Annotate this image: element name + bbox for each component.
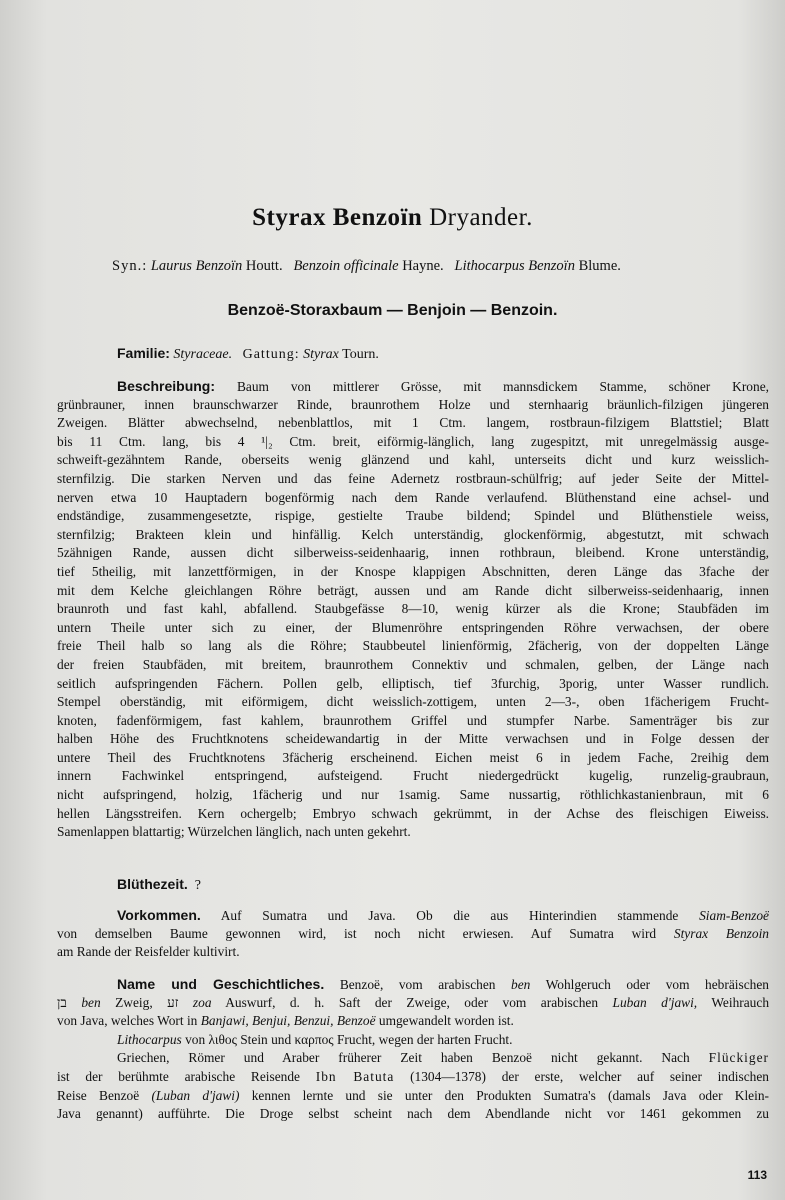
description-line: Samenlappen blattartig; Würzelchen länglich, nach unten gekehrt. [57,824,411,840]
description-line: sternfilzig. Die starken Nerven und das feine Adernetz rostbraun-schülfrig; auf jeder Seite der Mittel- [57,470,769,486]
history-line: Java genannt) aufführte. Die Droge selbst scheint nach dem Abendlande nicht vor 1461 gekommen zu [57,1106,769,1122]
occurrence-line: von demselben Baume gewonnen wird, ist noch nicht erwiesen. Auf Sumatra wird Styrax Benzoin [57,925,769,941]
occurrence-section [57,906,769,962]
description-line: tief 5theilig, mit lanzettförmigen, in der Knospe klappigen Abschnitten, deren Länge das 3fache der [57,563,769,579]
description-line: schweift-gezähntem Rande, oberseits wenig glänzend und kahl, unterseits dicht und kurz weisslich- [57,452,769,468]
description-line: 5zähnigen Rande, aussen dicht silberweiss-seidenhaarig, innen rothbraun, bleibend. Krone unterständig, [57,545,769,561]
description-line: braunroth und fast kahl, abfallend. Staubgefässe 8—10, wenig kürzer als die Krone; Staubfäden im [57,601,769,617]
history-line: von Java, welches Wort in Banjawi, Benjui, Benzui, Benzoë umgewandelt worden ist. [57,1013,514,1029]
description-line: knoten, fadenförmigem, fast kahlem, braunrothem Griffel und stumpfer Narbe. Samenträger bis zur [57,712,769,728]
description-line: hellen Längsstreifen. Kern ochergelb; Embryo schwach gekrümmt, in der Achse des fleischigen Eiweiss. [57,805,769,821]
occurrence-line: Vorkommen. Auf Sumatra und Java. Ob die aus Hinterindien stammende Siam-Benzoë [117,907,769,923]
description-line: Zweigen. Blätter abwechselnd, nebenblattlos, mit 1 Ctm. langem, rostbraun-filzigem Blattstiel; Blatt [57,415,769,431]
description-line: mit dem Kelche gleichlangen Röhre beträgt, aussen und am Rande dicht silberweiss-seidenhaarig, innen [57,582,769,598]
description-line: Stempel oberständig, mit eiförmigem, dicht weisslich-zottigem, unten 2—3-, oben 1fächerigem Frucht- [57,694,769,710]
description-line: halben Höhe des Fruchtknotens scheidewandartig in der Mitte verwachsen und in Folge dessen der [57,731,769,747]
history-line: Lithocarpus von λιθος Stein und καρπος Frucht, wegen der harten Frucht. [117,1031,513,1047]
description-line: untern Theile unter sich zu einer, der Blumenröhre entspringenden Röhre verwachsen, der obere [57,619,769,635]
description-line: nerven etwa 10 Hauptadern bogenförmig nach dem Rande verlaufend. Blüthenstand eine achsel- und [57,489,769,505]
history-line: בן ben Zweig, זע zoa Auswurf, d. h. Saft der Zweige, oder vom arabischen Luban d'jawi, Weihrauch [57,994,769,1010]
description-line: untere Theil des Fruchtknotens 3fächerig erscheinend. Eichen meist 6 in jedem Fache, 2reihig dem [57,749,769,765]
family-line: Familie: Styraceae. Gattung: Styrax Tourn. [117,345,379,362]
species-name: Styrax Benzoïn [252,204,423,231]
species-author: Dryander. [429,204,533,231]
description-label: Beschreibung: [117,378,216,394]
description-line: der freien Staubfäden, mit breitem, braunrothem Connektiv und schmalen, gelben, der Länge nach [57,656,769,672]
description-line: bis 11 Ctm. lang, bis 4 ¹|₂ Ctm. breit, eiförmig-länglich, lang zugespitzt, mit unregelmässig ausge- [57,433,769,449]
occurrence-line: am Rande der Reisfelder kultivirt. [57,944,240,960]
description-section [57,377,769,842]
page-number: 113 [747,1168,767,1182]
description-line: sternfilzig; Brakteen klein und hinfällig. Kelch unterständig, glockenförmig, abgestutzt, mit schwach [57,526,769,542]
history-line: Name und Geschichtliches. Benzoë, vom arabischen ben Wohlgeruch oder vom hebräischen [117,976,769,992]
species-title [0,204,785,232]
history-section [57,975,769,1124]
description-line: grünbrauner, innen braunschwarzer Rinde, braunrothem Holze und sternhaarig bräunlich-filzigen jüngeren [57,396,769,412]
flowering-time: Blüthezeit. ? [117,876,201,893]
history-line: Reise Benzoë (Luban d'jawi) kennen lernte und sie unter den Produkten Sumatra's (damals Java oder Klein- [57,1087,769,1103]
description-line: Beschreibung: Baum von mittlerer Grösse, mit mannsdickem Stamme, schöner Krone, [117,378,769,394]
description-line: endständige, zusammengesetzte, rispige, gestielte Traube bildend; Spindel und Blüthenstiele weiss, [57,508,769,524]
history-line: Griechen, Römer und Araber früherer Zeit haben Benzoë nicht gekannt. Nach Flückiger [117,1050,769,1066]
history-line: ist der berühmte arabische Reisende Ibn Batuta (1304—1378) der erste, welcher auf seiner indischen [57,1068,769,1084]
synonyms-line: Syn.: Laurus Benzoïn Houtt. Benzoin officinale Hayne. Lithocarpus Benzoïn Blume. [112,258,621,274]
common-names: Benzoë-Storaxbaum — Benjoin — Benzoin. [227,302,558,319]
description-line: nicht aufspringend, holzig, 1fächerig und nur 1samig. Same nussartig, röthlichkastanienbraun, mit 6 [57,787,769,803]
description-line: innern Fachwinkel entspringend, aufsteigend. Frucht niedergedrückt kugelig, runzelig-graubraun, [57,768,769,784]
description-line: seitlich aufspringenden Fächern. Pollen gelb, elliptisch, tief 3furchig, 3porig, unter Wasser rundlich. [57,675,769,691]
description-line: freie Theil halb so lang als die Röhre; Staubbeutel linienförmig, 2fächerig, von der doppelten Länge [57,638,769,654]
